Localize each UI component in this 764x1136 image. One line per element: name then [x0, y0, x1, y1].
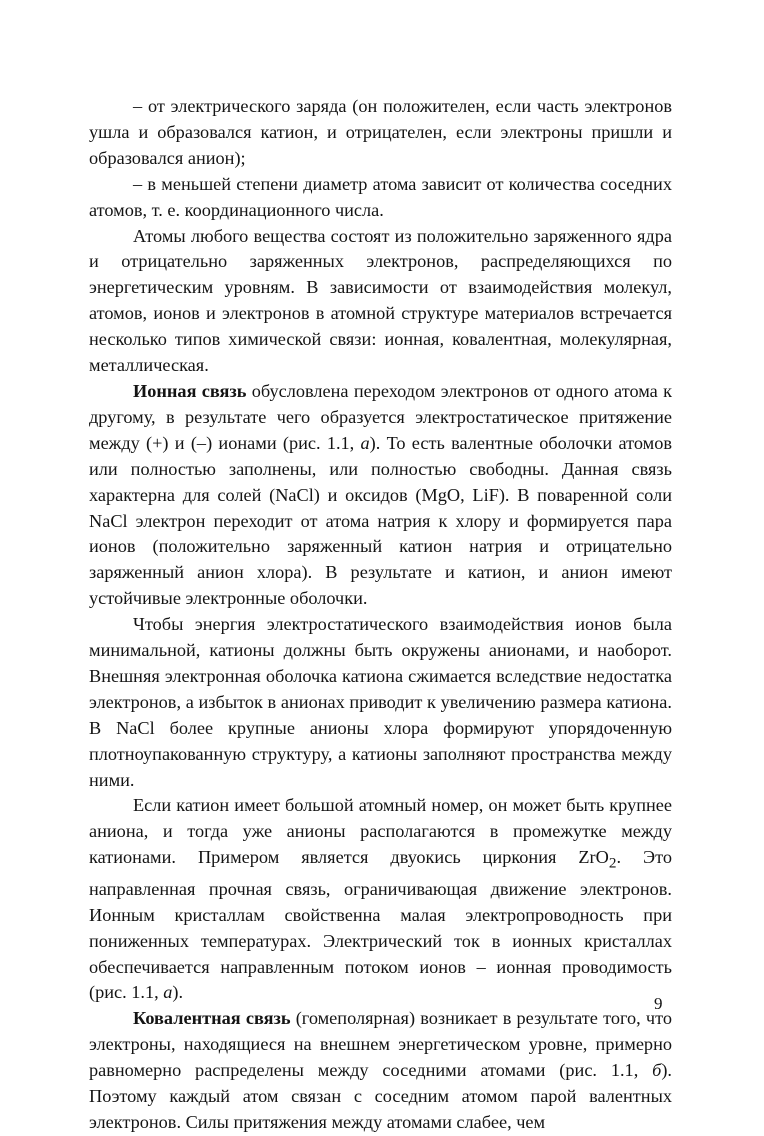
paragraph-ionic-bond: Ионная связь обусловлена переходом электронов от одного атома к другому, в результате чего образуется электростатическое притяжение между (+) и (–) ионами (рис. 1.1, а). То есть валентные оболочки атомов или полностью заполнены, или полностью свободны. Данная связь характерна для солей (NaCl) и оксидов (MgO, LiF). В поваренной соли NaCl электрон переходит от атома натрия к хлору и формируется пара ионов (положительно заряженный катион натрия и отрицательно заряженный анион хлора). В результате и катион, и анион имеют устойчивые электронные оболочки. [89, 380, 672, 609]
paragraph-electrostatic: Чтобы энергия электростатического взаимодействия ионов была минимальной, катионы должны быть окружены анионами, и наоборот. Внешняя электронная оболочка катиона сжимается вследствие недостатка электронов, а избыток в анионах приводит к увеличению размера катиона. В NaCl более крупные анионы хлора формируют упорядоченную плотноупакованную структуру, а катионы заполняют пространства между ними. [89, 614, 672, 790]
document-body [89, 94, 672, 1136]
paragraph-covalent-bond: Ковалентная связь (гомеполярная) возникает в результате того, что электроны, находящиеся на внешнем энергетическом уровне, примерно равномерно распределены между соседними атомами (рис. 1.1, б). Поэтому каждый атом связан с соседним атомом парой валентных электронов. Силы притяжения между атомами слабее, чем [89, 1008, 672, 1132]
paragraph-cation: Если катион имеет большой атомный номер, он может быть крупнее аниона, и тогда уже анионы располагаются в промежутке между катионами. Примером является двуокись циркония ZrO$_2$. Это направленная прочная связь, ограничивающая движение электронов. Ионным кристаллам свойственна малая электропроводность при пониженных температурах. Электрический ток в ионных кристаллах обеспечивается направленным потоком ионов – ионная проводимость (рис. 1.1, а). [89, 795, 672, 1003]
page-number: 9 [654, 994, 663, 1013]
paragraph-coordination: – в меньшей степени диаметр атома зависит от количества соседних атомов, т. е. координационного числа. [89, 173, 672, 220]
paragraph-atoms: Атомы любого вещества состоят из положительно заряженного ядра и отрицательно заряженных электронов, распределяющихся по энергетическим уровням. В зависимости от взаимодействия молекул, атомов, ионов и электронов в атомной структуре материалов встречается несколько типов химической связи: ионная, ковалентная, молекулярная, металлическая. [89, 225, 672, 376]
term-ionic-bond: Ионная связь [133, 380, 247, 401]
paragraph-charge: – от электрического заряда (он положителен, если часть электронов ушла и образовался катион, и отрицателен, если электроны пришли и образовался анион); [89, 96, 672, 168]
term-covalent-bond: Ковалентная связь [133, 1008, 291, 1029]
